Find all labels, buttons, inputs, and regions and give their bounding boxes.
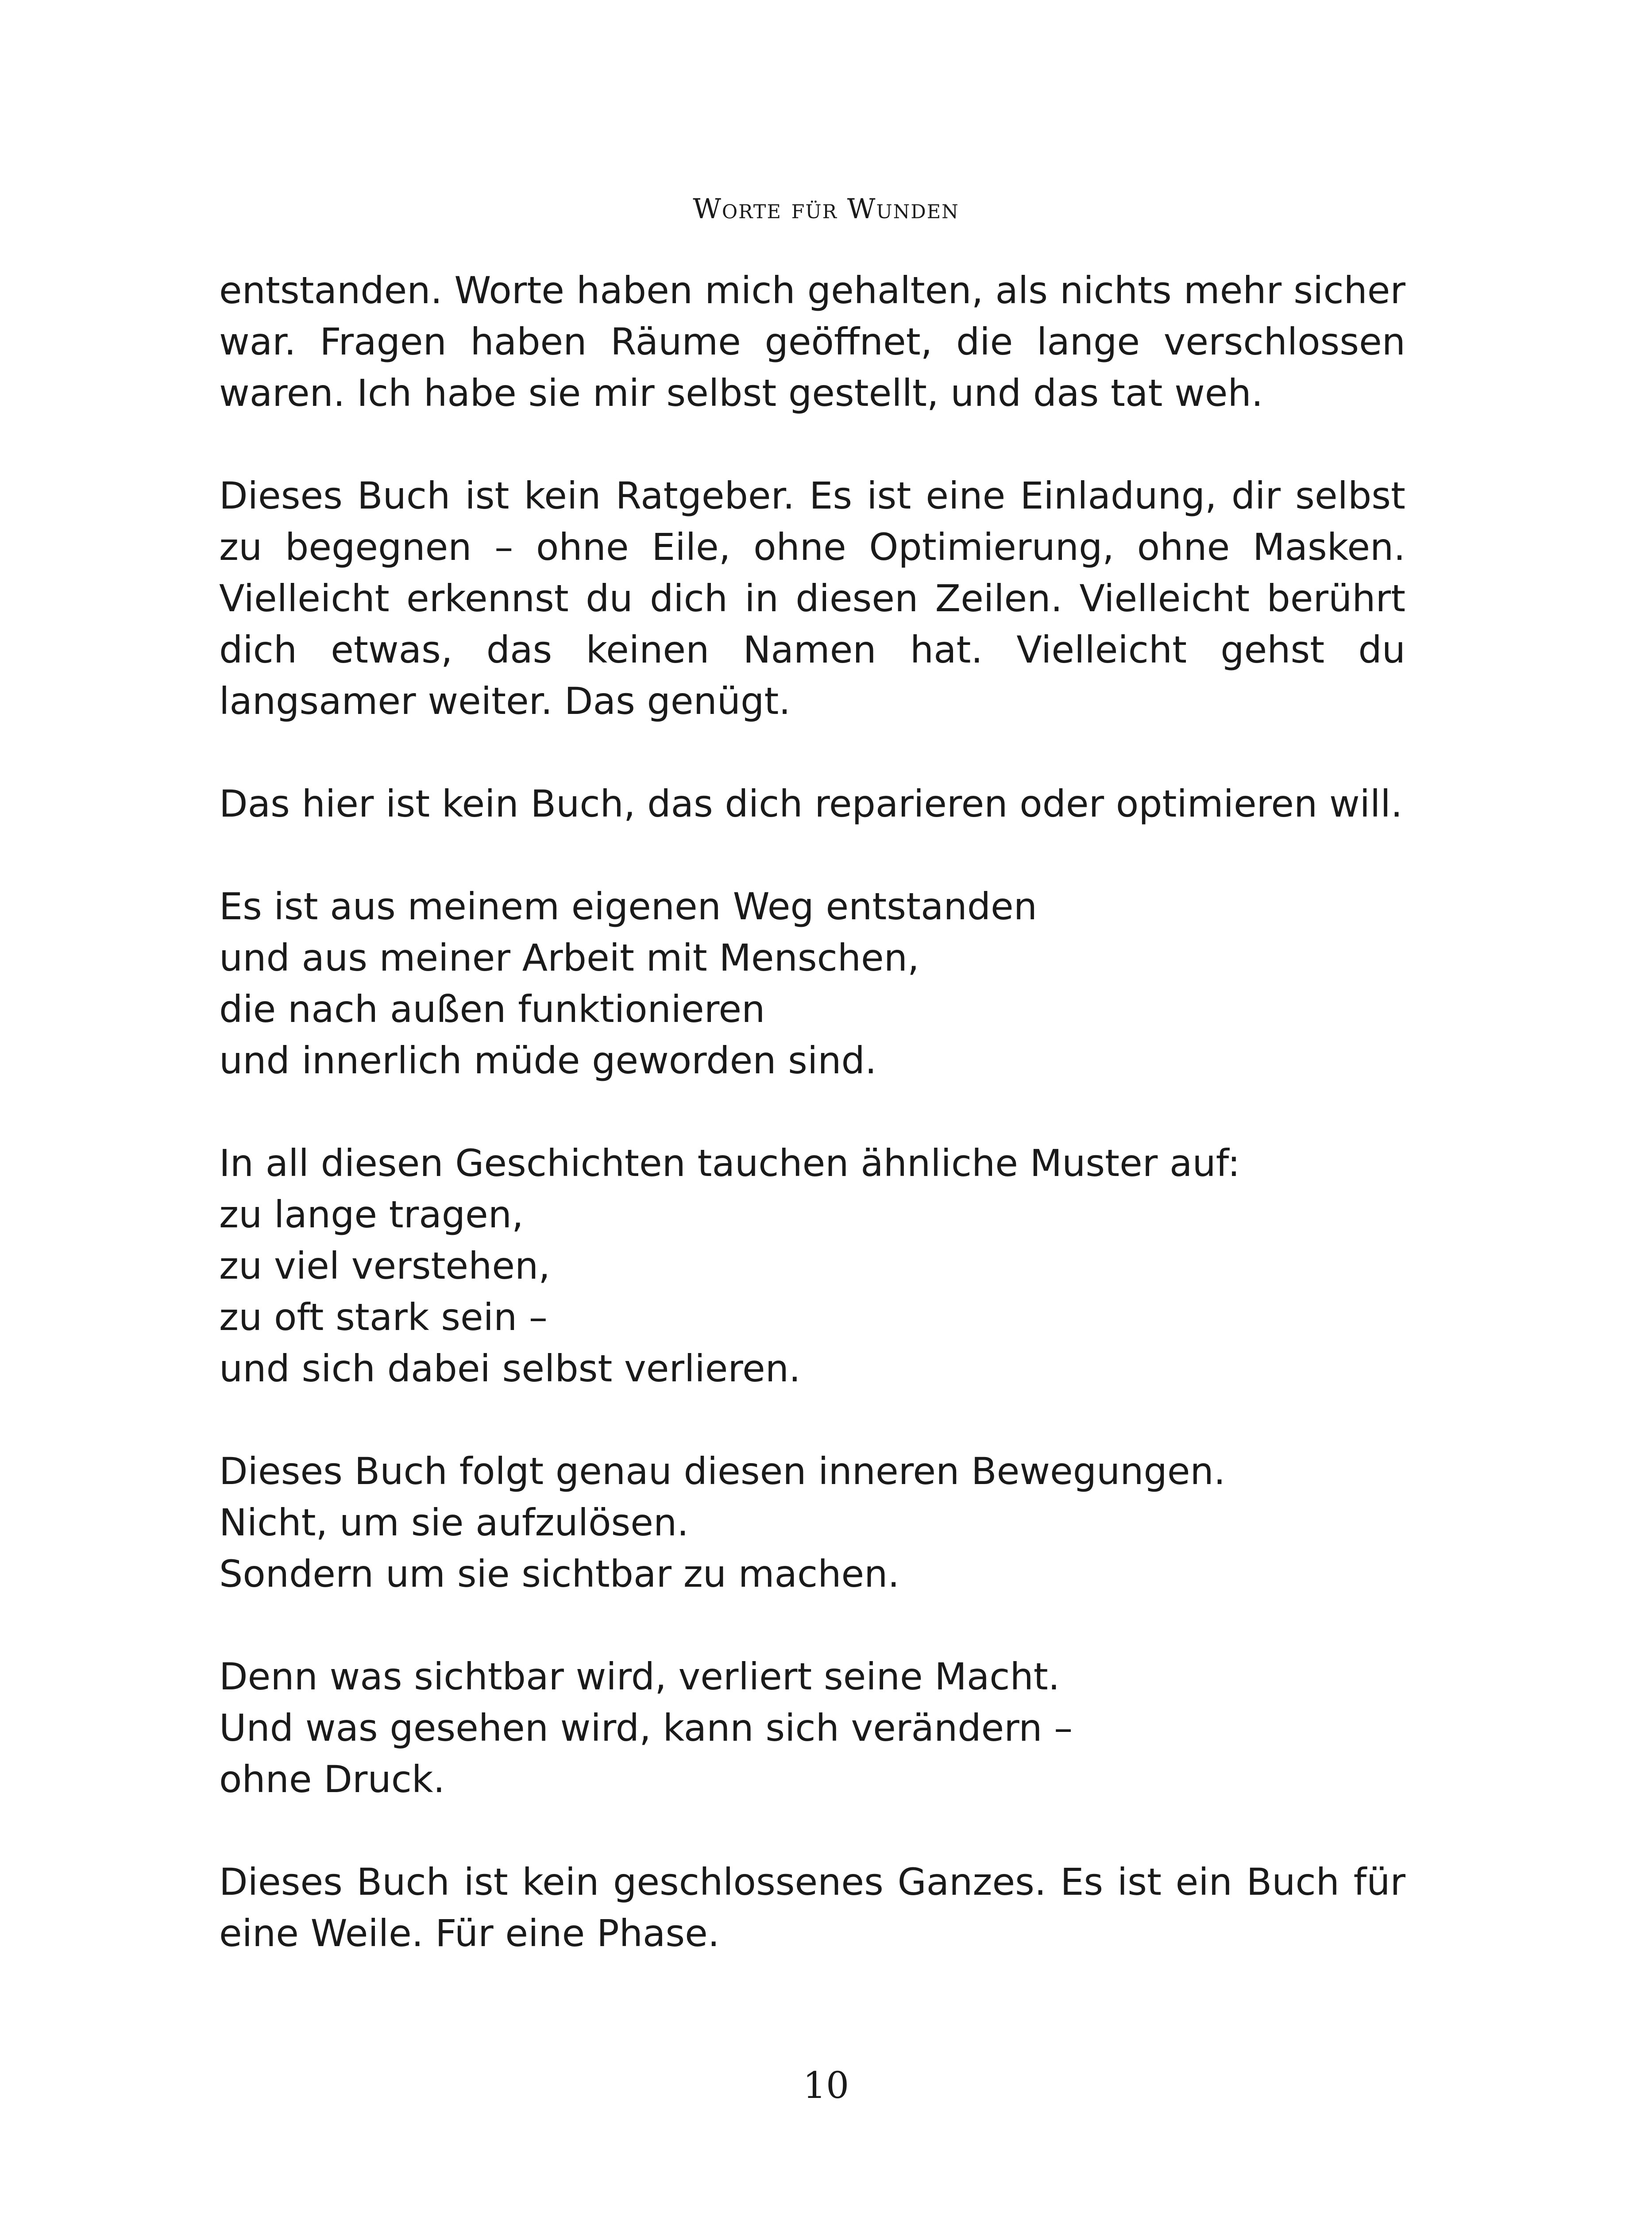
running-head: Worte für Wunden — [693, 193, 959, 225]
verse-line: Denn was sichtbar wird, verliert seine Macht. — [219, 1655, 1060, 1698]
paragraph: Das hier ist kein Buch, das dich reparieren oder optimieren will. — [219, 782, 1403, 825]
verse-line: zu oft stark sein – — [219, 1295, 548, 1339]
verse-line: und sich dabei selbst verlieren. — [219, 1347, 801, 1390]
verse-line: Dieses Buch folgt genau diesen inneren Bewegungen. — [219, 1450, 1226, 1493]
verse-line: zu lange tragen, — [219, 1193, 524, 1236]
verse-stanza — [219, 1651, 1405, 1805]
verse-line: ohne Druck. — [219, 1758, 445, 1801]
verse-stanza — [219, 881, 1405, 1086]
verse-line: die nach außen funktionieren — [219, 987, 765, 1031]
verse-line: und aus meiner Arbeit mit Menschen, — [219, 936, 919, 979]
verse-line: In all diesen Geschichten tauchen ähnliche Muster auf: — [219, 1141, 1240, 1185]
verse-line: Und was gesehen wird, kann sich verändern – — [219, 1706, 1073, 1750]
verse-line: Es ist aus meinem eigenen Weg entstanden — [219, 885, 1037, 928]
verse-line: und innerlich müde geworden sind. — [219, 1039, 877, 1082]
paragraph: Dieses Buch ist kein Ratgeber. Es ist eine Einladung, dir selbst zu begegnen – ohne Eile, ohne Optimierung, ohne Masken. Vielleicht erkennst du dich in diesen Zeilen. Vielleicht berührt dich etwas, das keinen Namen hat. Vielleicht gehst du langsamer weiter. Das genügt. — [219, 474, 1405, 723]
body-text — [219, 265, 1405, 2010]
verse-line: Sondern um sie sichtbar zu machen. — [219, 1552, 900, 1596]
verse-line: zu viel verstehen, — [219, 1244, 550, 1288]
verse-stanza — [219, 1446, 1405, 1600]
verse-stanza — [219, 1137, 1405, 1394]
page-number: 10 — [803, 2065, 849, 2107]
verse-line: Nicht, um sie aufzulösen. — [219, 1501, 689, 1544]
paragraph: entstanden. Worte haben mich gehalten, als nichts mehr sicher war. Fragen haben Räume geöffnet, die lange verschlossen waren. Ich habe sie mir selbst gestellt, und das tat weh. — [219, 269, 1405, 415]
paragraph: Dieses Buch ist kein geschlossenes Ganzes. Es ist ein Buch für eine Weile. Für eine Phase. — [219, 1860, 1405, 1955]
